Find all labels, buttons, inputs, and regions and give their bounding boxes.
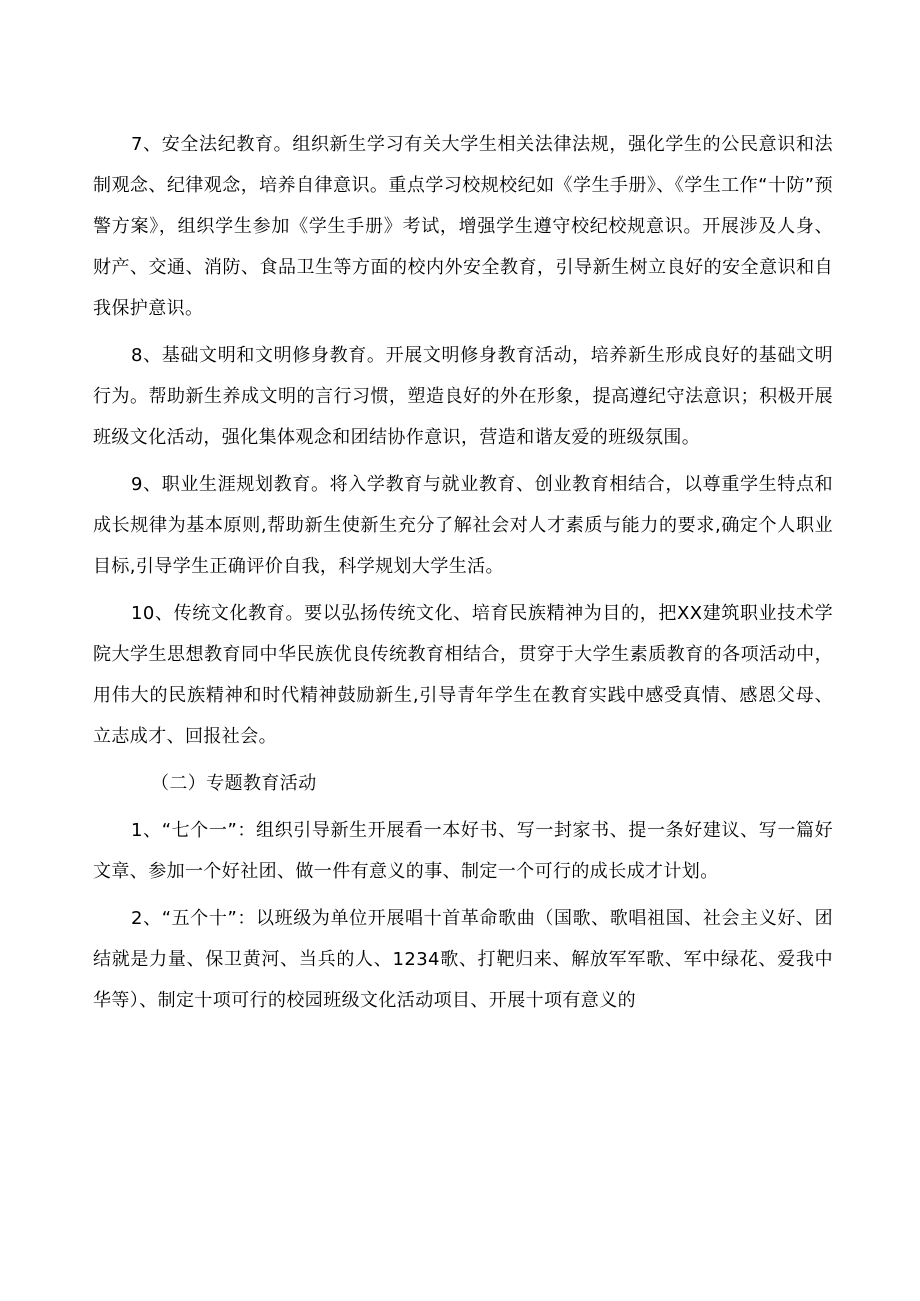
paragraph-career-planning-education: 9、职业生涯规划教育。将入学教育与就业教育、创业教育相结合，以尊重学生特点和成长规律为基本原则,帮助新生使新生充分了解社会对人才素质与能力的要求,确定个人职业目标,引导学生正确评价自我，科学规划大学生活。: [93, 474, 833, 577]
paragraph-five-tens: 2、“五个十”：以班级为单位开展唱十首革命歌曲（国歌、歌唱祖国、社会主义好、团结就是力量、保卫黄河、当兵的人、1234歌、打靶归来、解放军军歌、军中绿花、爱我中华等）、制定十项可行的校园班级文化活动项目、开展十项有意义的: [93, 908, 833, 1011]
paragraph-seven-ones: 1、“七个一”：组织引导新生开展看一本好书、写一封家书、提一条好建议、写一篇好文章、参加一个好社团、做一件有意义的事、制定一个可行的成长成才计划。: [93, 820, 833, 882]
paragraph-civility-education: 8、基础文明和文明修身教育。开展文明修身教育活动，培养新生形成良好的基础文明行为。帮助新生养成文明的言行习惯，塑造良好的外在形象，提高遵纪守法意识；积极开展班级文化活动，强化集体观念和团结协作意识，营造和谐友爱的班级氛围。: [93, 345, 833, 448]
section-heading-special-activities: （二）专题教育活动: [151, 773, 317, 794]
paragraph-safety-law-education: 7、安全法纪教育。组织新生学习有关大学生相关法律法规，强化学生的公民意识和法制观念、纪律观念，培养自律意识。重点学习校规校纪如《学生手册》、《学生工作“十防”预警方案》，组织学生参加《学生手册》考试，增强学生遵守校纪校规意识。开展涉及人身、财产、交通、消防、食品卫生等方面的校内外安全教育，引导新生树立良好的安全意识和自我保护意识。: [93, 134, 833, 319]
document-body: [93, 124, 833, 1021]
paragraph-traditional-culture-education: 10、传统文化教育。要以弘扬传统文化、培育民族精神为目的，把XX建筑职业技术学院大学生思想教育同中华民族优良传统教育相结合，贯穿于大学生素质教育的各项活动中，用伟大的民族精神和时代精神鼓励新生,引导青年学生在教育实践中感受真情、感恩父母、立志成才、回报社会。: [93, 603, 833, 747]
